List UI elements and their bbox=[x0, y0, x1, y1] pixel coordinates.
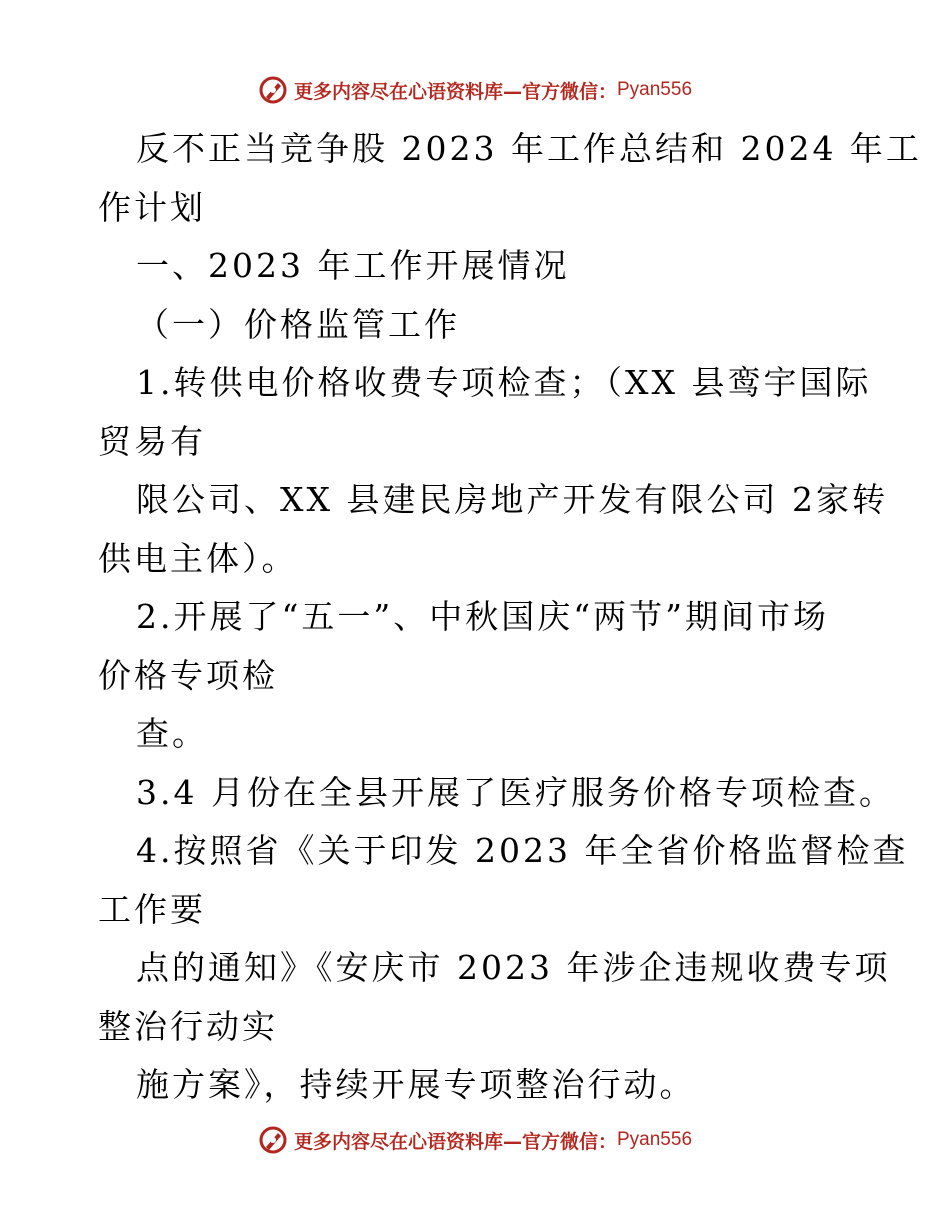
document-line: 整治行动实 bbox=[98, 1006, 278, 1046]
document-line: 工作要 bbox=[98, 889, 206, 929]
watermark-text: 更多内容尽在心语资料库—官方微信： bbox=[293, 1130, 617, 1153]
watermark-contact: Pyan556 bbox=[617, 1129, 693, 1150]
document-line: 贸易有 bbox=[98, 421, 206, 461]
document-line: 一、2023 年工作开展情况 bbox=[136, 246, 570, 285]
document-line: 施方案》，持续开展专项整治行动。 bbox=[136, 1065, 696, 1104]
watermark-header bbox=[0, 70, 950, 110]
watermark-text: 更多内容尽在心语资料库—官方微信： bbox=[293, 80, 617, 103]
watermark-footer bbox=[0, 1120, 950, 1160]
pen-logo-icon bbox=[258, 75, 288, 105]
document-line: 供电主体）。 bbox=[98, 538, 298, 578]
watermark-contact: Pyan556 bbox=[617, 79, 693, 100]
document-line: 点的通知》《安庆市 2023 年涉企违规收费专项 bbox=[136, 948, 891, 987]
document-line: 查。 bbox=[136, 714, 208, 753]
document-line: 4.按照省《关于印发 2023 年全省价格监督检查 bbox=[136, 831, 909, 870]
document-line: 3.4 月份在全县开展了医疗服务价格专项检查。 bbox=[136, 772, 895, 812]
document-line: 1.转供电价格收费专项检查；（XX 县鸾宇国际 bbox=[136, 363, 872, 402]
document-line: 作计划 bbox=[98, 187, 206, 227]
pen-logo-icon bbox=[258, 1125, 288, 1155]
document-line: 反不正当竞争股 2023 年工作总结和 2024 年工 bbox=[136, 129, 922, 168]
document-line: 2.开展了“五一”、中秋国庆“两节”期间市场 bbox=[136, 597, 829, 636]
document-line: 限公司、XX 县建民房地产开发有限公司 2家转 bbox=[136, 480, 888, 519]
document-line: （一）价格监管工作 bbox=[136, 304, 460, 344]
document-body bbox=[98, 120, 922, 1115]
document-line: 价格专项检 bbox=[98, 655, 278, 695]
